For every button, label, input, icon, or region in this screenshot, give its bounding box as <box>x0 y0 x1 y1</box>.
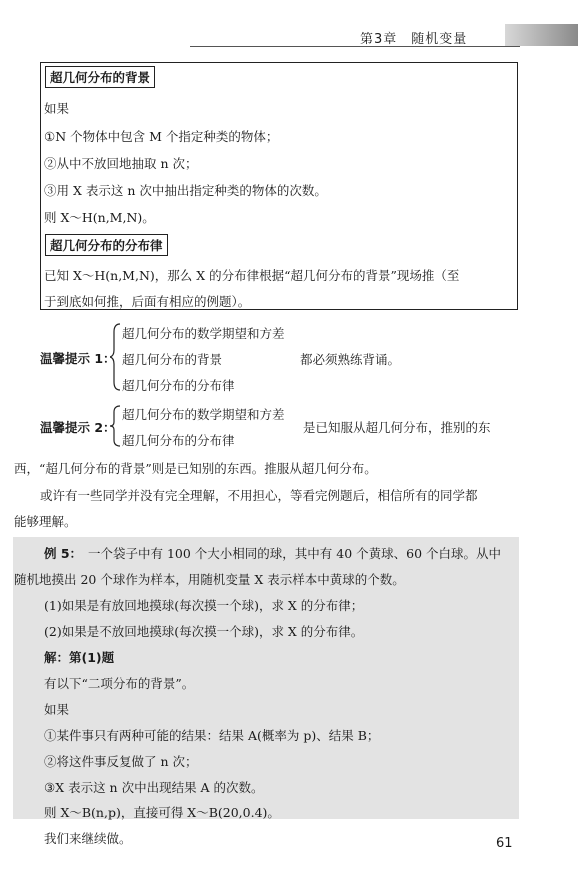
law-line-1: 已知 X～H(n,M,N)，那么 X 的分布律根据“超几何分布的背景”现场推（至 <box>44 268 460 283</box>
solution-heading: 解：第(1)题 <box>44 650 115 665</box>
tip1-item-3: 超几何分布的分布律 <box>122 378 235 393</box>
solution-line-4: ②将这件事反复做了 n 次； <box>44 754 198 769</box>
tip1-label: 温馨提示 1： <box>40 351 116 366</box>
tag-background: 超几何分布的背景 <box>45 66 155 88</box>
solution-line-2: 如果 <box>44 702 70 717</box>
solution-line-3: ①某件事只有两种可能的结果：结果 A(概率为 p)、结果 B； <box>44 728 380 743</box>
law-line-2: 于到底如何推，后面有相应的例题）。 <box>44 294 251 309</box>
tip2-brace <box>110 404 122 448</box>
question-1: (1)如果是有放回地摸球(每次摸一个球)，求 X 的分布律； <box>44 598 364 613</box>
solution-line-5: ③X 表示这 n 次中出现结果 A 的次数。 <box>44 780 264 795</box>
tip1-brace <box>110 322 122 392</box>
solution-line-1: 有以下“二项分布的背景”。 <box>44 676 195 691</box>
solution-line-7: 我们来继续做。 <box>44 831 132 846</box>
header-decoration <box>505 24 578 46</box>
tip2-item-2: 超几何分布的分布律 <box>122 433 235 448</box>
tip1-item-2: 超几何分布的背景 <box>122 352 223 367</box>
tip1-tail: 都必须熟练背诵。 <box>300 352 401 367</box>
para-line-2: 能够理解。 <box>14 514 77 529</box>
tip2-label: 温馨提示 2： <box>40 420 116 435</box>
chapter-header: 第3章 随机变量 <box>360 32 468 47</box>
box-line-3: ③用 X 表示这 n 次中抽出指定种类的物体的次数。 <box>44 183 327 198</box>
box-line-if: 如果 <box>44 101 70 116</box>
example-title: 例 5： <box>44 546 83 561</box>
tip2-item-1: 超几何分布的数学期望和方差 <box>122 407 285 422</box>
tip2-tail: 是已知服从超几何分布，推别的东 <box>303 420 491 435</box>
example-line-2: 随机地摸出 20 个球作为样本，用随机变量 X 表示样本中黄球的个数。 <box>14 572 405 587</box>
box-line-conclusion: 则 X～H(n,M,N)。 <box>44 210 155 225</box>
question-2: (2)如果是不放回地摸球(每次摸一个球)，求 X 的分布律。 <box>44 624 364 639</box>
page-number: 61 <box>496 836 513 851</box>
tip1-item-1: 超几何分布的数学期望和方差 <box>122 326 285 341</box>
tip2-line-2: 西，“超几何分布的背景”则是已知别的东西。推服从超几何分布。 <box>14 461 377 476</box>
box-line-2: ②从中不放回地抽取 n 次； <box>44 156 198 171</box>
tag-distribution-law: 超几何分布的分布律 <box>45 234 168 256</box>
header-rule <box>190 46 520 47</box>
box-line-1: ①N 个物体中包含 M 个指定种类的物体； <box>44 129 279 144</box>
solution-line-6: 则 X～B(n,p)，直接可得 X～B(20,0.4)。 <box>44 805 280 820</box>
para-line-1: 或许有一些同学并没有完全理解，不用担心，等看完例题后，相信所有的同学都 <box>40 488 478 503</box>
example-line-1: 一个袋子中有 100 个大小相同的球，其中有 40 个黄球、60 个白球。从中 <box>88 546 502 561</box>
